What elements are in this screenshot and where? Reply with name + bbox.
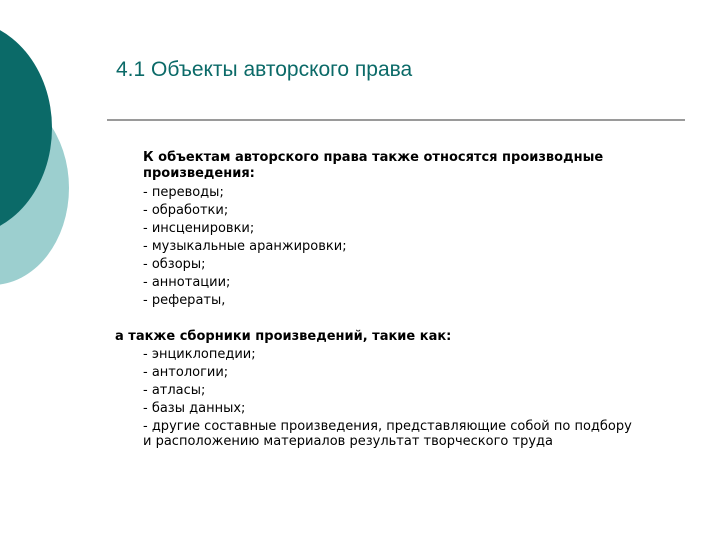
derivative-works-list	[0, 184, 700, 310]
list-item: - музыкальные аранжировки;	[143, 239, 347, 254]
list-item: - антологии;	[143, 365, 229, 380]
list-item: - другие составные произведения, представляющие собой по подбору и расположению материалов результат творческого труда	[143, 419, 632, 449]
list-item: - атласы;	[143, 383, 206, 398]
list-item: - обзоры;	[143, 257, 206, 272]
list-item: - аннотации;	[143, 275, 231, 290]
collections-list	[0, 346, 700, 449]
slide-title: 4.1 Объекты авторского права	[116, 58, 413, 81]
list-item: - переводы;	[143, 185, 224, 200]
list-item: - обработки;	[143, 203, 229, 218]
section1-heading: К объектам авторского права также относятся производные произведения:	[143, 150, 604, 181]
list-item: - энциклопедии;	[143, 347, 256, 362]
slide-body	[0, 150, 700, 449]
title-divider	[107, 119, 685, 121]
list-item: - инсценировки;	[143, 221, 255, 236]
section2-heading: а также сборники произведений, такие как:	[115, 329, 452, 344]
list-item: - рефераты,	[143, 293, 226, 308]
list-item: - базы данных;	[143, 401, 246, 416]
